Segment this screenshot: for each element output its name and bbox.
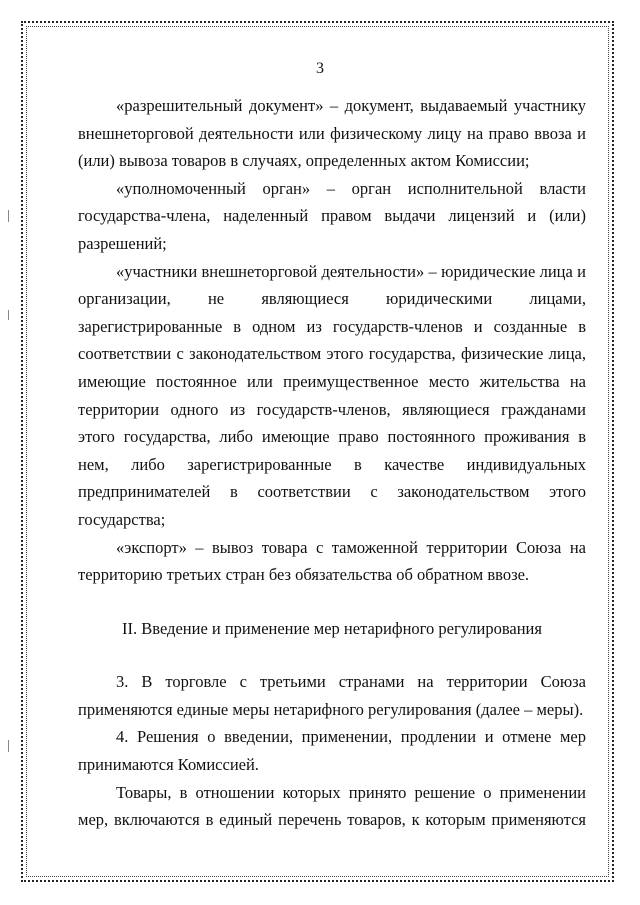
clause-3: 3. В торговле с третьими странами на территории Союза применяются единые меры нетарифного регулирования (далее – меры). xyxy=(78,672,586,719)
scan-mark-left-mid xyxy=(8,310,9,320)
clause-4: 4. Решения о введении, применении, продлении и отмене мер принимаются Комиссией. xyxy=(78,727,586,775)
document-body xyxy=(78,92,586,834)
scan-mark-left-bottom xyxy=(8,740,9,752)
scan-mark-left-top xyxy=(8,210,9,222)
definition-trade-participants: «участники внешнеторговой деятельности» – юридические лица и организации, не являющиеся юридическими лицами, зарегистрированные в одном из государств-членов и созданные в соответствии с законодательством этого государства, физические лица, имеющие постоянное или преимущественное место жительства на территории одного из государств-членов, являющиеся гражданами этого государства, либо имеющие право постоянного проживания в нем, либо зарегистрированные в качестве индивидуальных предпринимателей в соответствии с законодательством этого государства; xyxy=(78,261,586,529)
definition-export: «экспорт» – вывоз товара с таможенной территории Союза на территорию третьих стран без обязательства об обратном ввозе. xyxy=(78,537,586,585)
clause-4-continuation: Товары, в отношении которых принято решение о применении мер, включаются в единый перечень товаров, к которым применяются xyxy=(78,782,586,830)
definition-permit-document: «разрешительный документ» – документ, выдаваемый участнику внешнеторговой деятельности или физическому лицу на право ввоза и (или) вывоза товаров в случаях, определенных актом Комиссии; xyxy=(78,96,586,171)
page-number: 3 xyxy=(316,60,324,77)
section-heading: II. Введение и применение мер нетарифного регулирования xyxy=(122,618,542,638)
definition-authorized-body: «уполномоченный орган» – орган исполнительной власти государства-члена, наделенный правом выдачи лицензий и (или) разрешений; xyxy=(78,178,586,253)
